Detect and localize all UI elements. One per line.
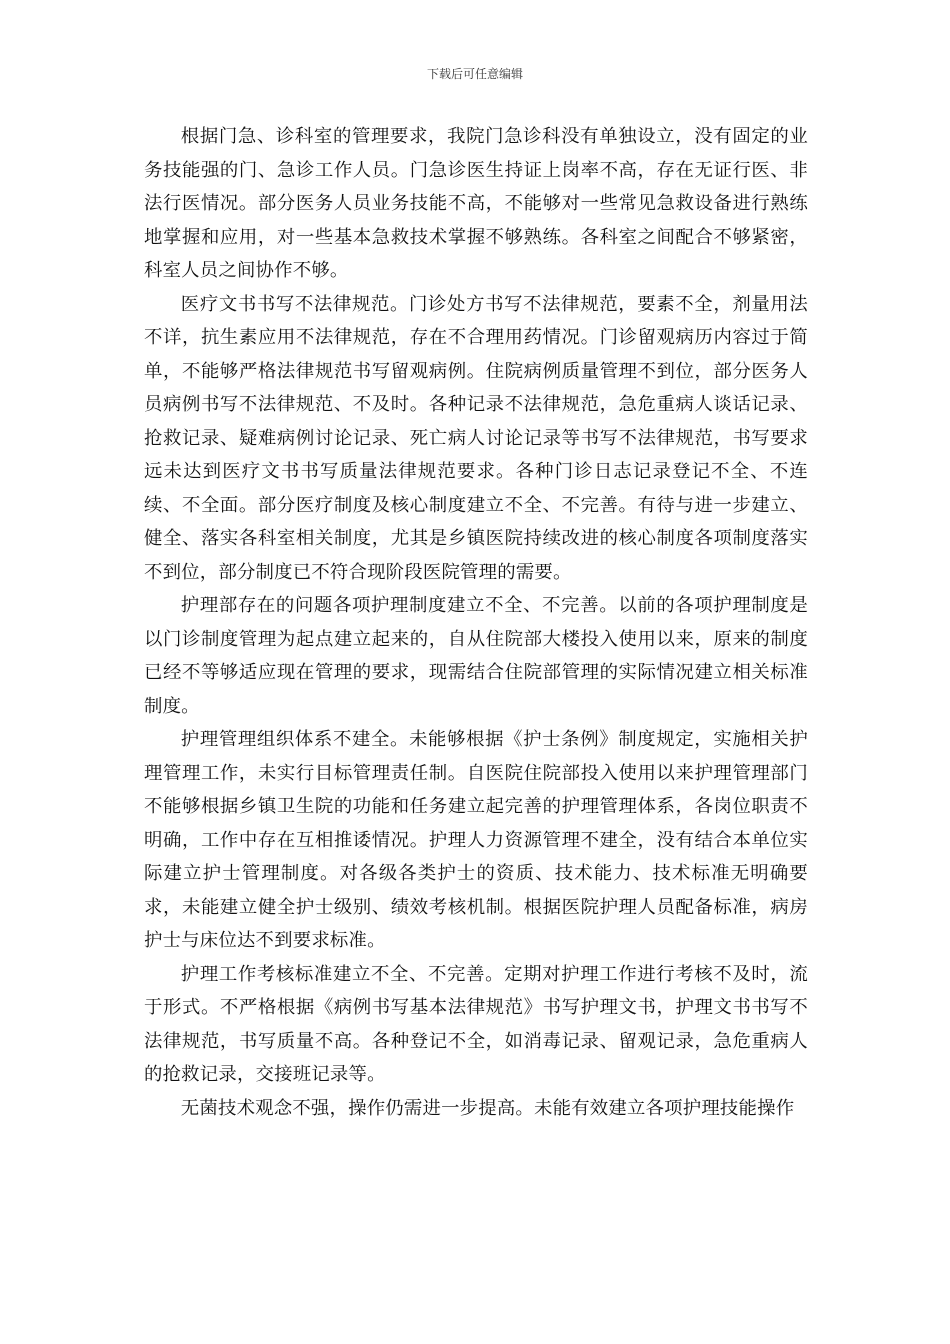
paragraph-nursing-organization: 护理管理组织体系不建全。未能够根据《护士条例》制度规定，实施相关护理管理工作，未实行目标管理责任制。自医院住院部投入使用以来护理管理部门不能够根据乡镇卫生院的功能和任务建立起完善的护理管理体系，各岗位职责不明确，工作中存在互相推诿情况。护理人力资源管理不建全，没有结合本单位实际建立护士管理制度。对各级各类护士的资质、技术能力、技术标准无明确要求，未能建立健全护士级别、绩效考核机制。根据医院护理人员配备标准，病房护士与床位达不到要求标准。 xyxy=(144,729,808,951)
paragraph-aseptic-technique: 无菌技术观念不强，操作仍需进一步提高。未能有效建立各项护理技能操作 xyxy=(180,1097,795,1119)
paragraph-emergency-dept: 根据门急、诊科室的管理要求，我院门急诊科没有单独设立，没有固定的业务技能强的门、急诊工作人员。门急诊医生持证上岗率不高，存在无证行医、非法行医情况。部分医务人员业务技能不高，不能够对一些常见急救设备进行熟练地掌握和应用，对一些基本急救技术掌握不够熟练。各科室之间配合不够紧密，科室人员之间协作不够。 xyxy=(144,126,808,281)
paragraph-nursing-system: 护理部存在的问题各项护理制度建立不全、不完善。以前的各项护理制度是以门诊制度管理为起点建立起来的，自从住院部大楼投入使用以来，原来的制度已经不等够适应现在管理的要求，现需结合住院部管理的实际情况建立相关标准制度。 xyxy=(144,595,808,717)
document-body xyxy=(144,120,808,1125)
paragraph-medical-records: 医疗文书书写不法律规范。门诊处方书写不法律规范，要素不全，剂量用法不详，抗生素应用不法律规范，存在不合理用药情况。门诊留观病历内容过于简单，不能够严格法律规范书写留观病例。住院病例质量管理不到位，部分医务人员病例书写不法律规范、不及时。各种记录不法律规范，急危重病人谈话记录、抢救记录、疑难病例讨论记录、死亡病人讨论记录等书写不法律规范，书写要求远未达到医疗文书书写质量法律规范要求。各种门诊日志记录登记不全、不连续、不全面。部分医疗制度及核心制度建立不全、不完善。有待与进一步建立、健全、落实各科室相关制度，尤其是乡镇医院持续改进的核心制度各项制度落实不到位，部分制度已不符合现阶段医院管理的需要。 xyxy=(144,293,808,583)
paragraph-nursing-assessment: 护理工作考核标准建立不全、不完善。定期对护理工作进行考核不及时，流于形式。不严格根据《病例书写基本法律规范》书写护理文书，护理文书书写不法律规范，书写质量不高。各种登记不全，如消毒记录、留观记录，急危重病人的抢救记录，交接班记录等。 xyxy=(144,963,808,1085)
page-header: 下载后可任意编辑 xyxy=(426,67,523,81)
